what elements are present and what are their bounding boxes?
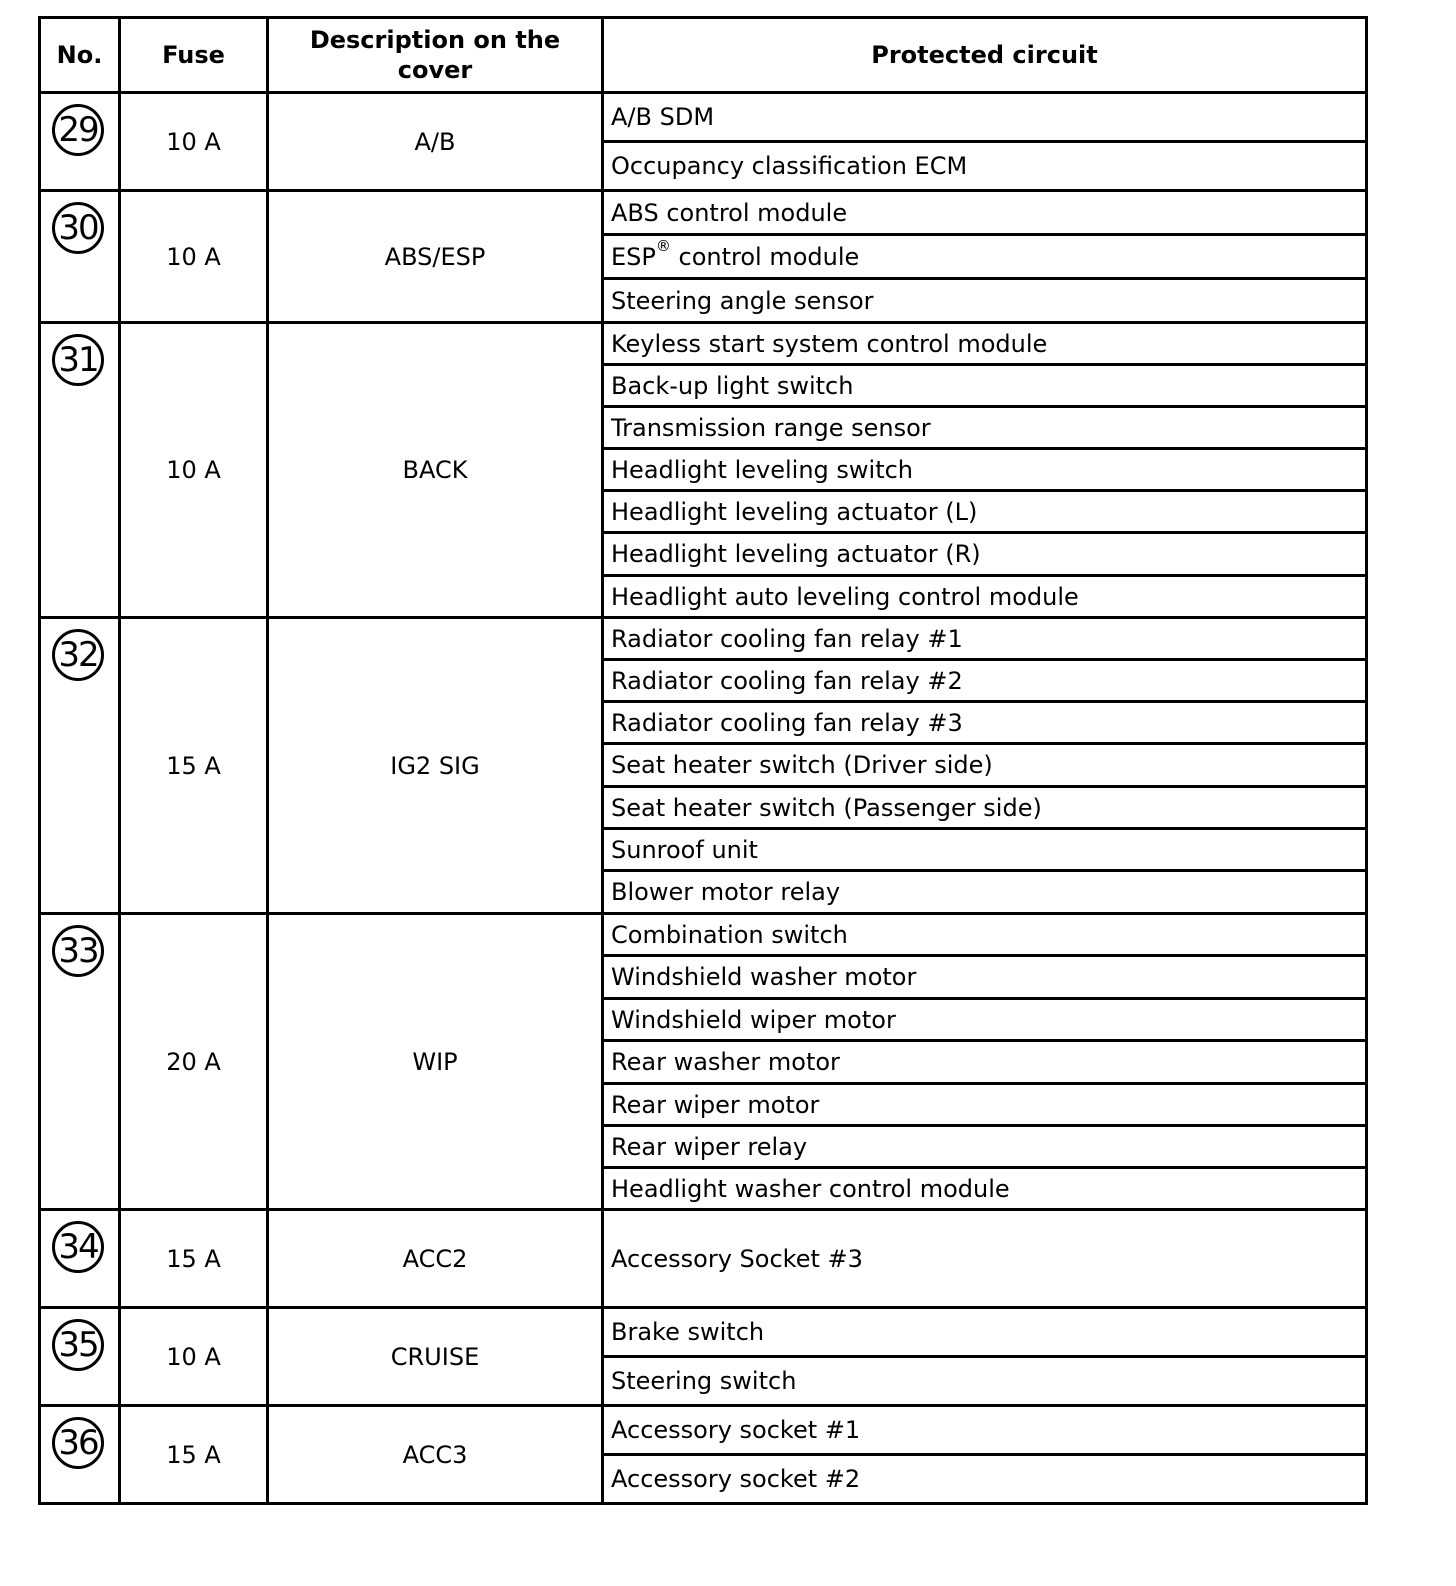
fuse-number-cell: [40, 1210, 120, 1308]
fuse-number-cell: [40, 1308, 120, 1406]
circuit-label: ESP® control module: [611, 236, 860, 271]
fuse-number-badge: 32: [52, 629, 104, 681]
fuse-number-cell: [40, 323, 120, 618]
header-fuse: Fuse: [120, 18, 268, 93]
protected-circuit-cell: Seat heater switch (Passenger side): [603, 787, 1367, 829]
table-row: [40, 1308, 1367, 1357]
protected-circuit-cell: Headlight leveling switch: [603, 449, 1367, 491]
fuse-number-cell: [40, 914, 120, 1210]
protected-circuit-cell: Occupancy classification ECM: [603, 142, 1367, 191]
protected-circuit-cell: A/B SDM: [603, 93, 1367, 142]
protected-circuit-cell: Steering switch: [603, 1357, 1367, 1406]
protected-circuit-cell: Headlight leveling actuator (L): [603, 491, 1367, 533]
table-row: [40, 93, 1367, 142]
fuse-rating-cell: 10 A: [120, 1308, 268, 1406]
protected-circuit-cell: Combination switch: [603, 914, 1367, 956]
fuse-number-badge: 34: [52, 1221, 104, 1273]
fuse-rating-cell: 15 A: [120, 1210, 268, 1308]
cover-description-cell: ACC3: [268, 1406, 603, 1504]
protected-circuit-cell: Rear washer motor: [603, 1041, 1367, 1084]
fuse-number-badge: 33: [52, 925, 104, 977]
protected-circuit-cell: Back-up light switch: [603, 365, 1367, 407]
table-row: [40, 1210, 1367, 1308]
protected-circuit-cell: Accessory socket #1: [603, 1406, 1367, 1455]
table-row: [40, 914, 1367, 956]
protected-circuit-cell: Radiator cooling fan relay #3: [603, 702, 1367, 744]
registered-mark: ®: [655, 236, 671, 255]
fuse-rating-cell: 15 A: [120, 618, 268, 914]
cover-description-cell: CRUISE: [268, 1308, 603, 1406]
protected-circuit-cell: Headlight leveling actuator (R): [603, 533, 1367, 576]
protected-circuit-cell: Windshield wiper motor: [603, 999, 1367, 1041]
cover-description-cell: WIP: [268, 914, 603, 1210]
fuse-number-badge: 31: [52, 334, 104, 386]
table-row: [40, 618, 1367, 660]
protected-circuit-cell: Brake switch: [603, 1308, 1367, 1357]
fuse-table: [38, 16, 1368, 1505]
cover-description-cell: BACK: [268, 323, 603, 618]
fuse-rating-cell: 10 A: [120, 93, 268, 191]
cover-description-cell: ABS/ESP: [268, 191, 603, 323]
protected-circuit-cell: Accessory Socket #3: [603, 1210, 1367, 1308]
protected-circuit-cell: Radiator cooling fan relay #1: [603, 618, 1367, 660]
header-no: No.: [40, 18, 120, 93]
protected-circuit-cell: Keyless start system control module: [603, 323, 1367, 365]
fuse-rating-cell: 10 A: [120, 191, 268, 323]
cover-description-cell: ACC2: [268, 1210, 603, 1308]
protected-circuit-cell: Steering angle sensor: [603, 279, 1367, 323]
table-row: [40, 323, 1367, 365]
protected-circuit-cell: Seat heater switch (Driver side): [603, 744, 1367, 787]
protected-circuit-cell: Transmission range sensor: [603, 407, 1367, 449]
fuse-number-cell: [40, 93, 120, 191]
fuse-number-badge: 29: [52, 104, 104, 156]
header-circuit: Protected circuit: [603, 18, 1367, 93]
protected-circuit-cell: Rear wiper motor: [603, 1084, 1367, 1126]
fuse-number-badge: 35: [52, 1319, 104, 1371]
header-row: [40, 18, 1367, 93]
protected-circuit-cell: Rear wiper relay: [603, 1126, 1367, 1168]
table-row: [40, 1406, 1367, 1455]
fuse-number-badge: 30: [52, 202, 104, 254]
protected-circuit-cell: Blower motor relay: [603, 871, 1367, 914]
protected-circuit-cell: Headlight auto leveling control module: [603, 576, 1367, 618]
protected-circuit-cell: Accessory socket #2: [603, 1455, 1367, 1504]
protected-circuit-cell: Headlight washer control module: [603, 1168, 1367, 1210]
cover-description-cell: A/B: [268, 93, 603, 191]
fuse-rating-cell: 15 A: [120, 1406, 268, 1504]
protected-circuit-cell: ABS control module: [603, 191, 1367, 235]
fuse-number-cell: [40, 1406, 120, 1504]
table-row: [40, 191, 1367, 235]
protected-circuit-cell: Radiator cooling fan relay #2: [603, 660, 1367, 702]
fuse-number-badge: 36: [52, 1417, 104, 1469]
fuse-table-body: [40, 93, 1367, 1504]
fuse-number-cell: [40, 618, 120, 914]
fuse-rating-cell: 20 A: [120, 914, 268, 1210]
protected-circuit-cell: [603, 235, 1367, 279]
header-description: Description on the cover: [268, 18, 603, 93]
protected-circuit-cell: Windshield washer motor: [603, 956, 1367, 999]
fuse-number-cell: [40, 191, 120, 323]
protected-circuit-cell: Sunroof unit: [603, 829, 1367, 871]
cover-description-cell: IG2 SIG: [268, 618, 603, 914]
fuse-rating-cell: 10 A: [120, 323, 268, 618]
